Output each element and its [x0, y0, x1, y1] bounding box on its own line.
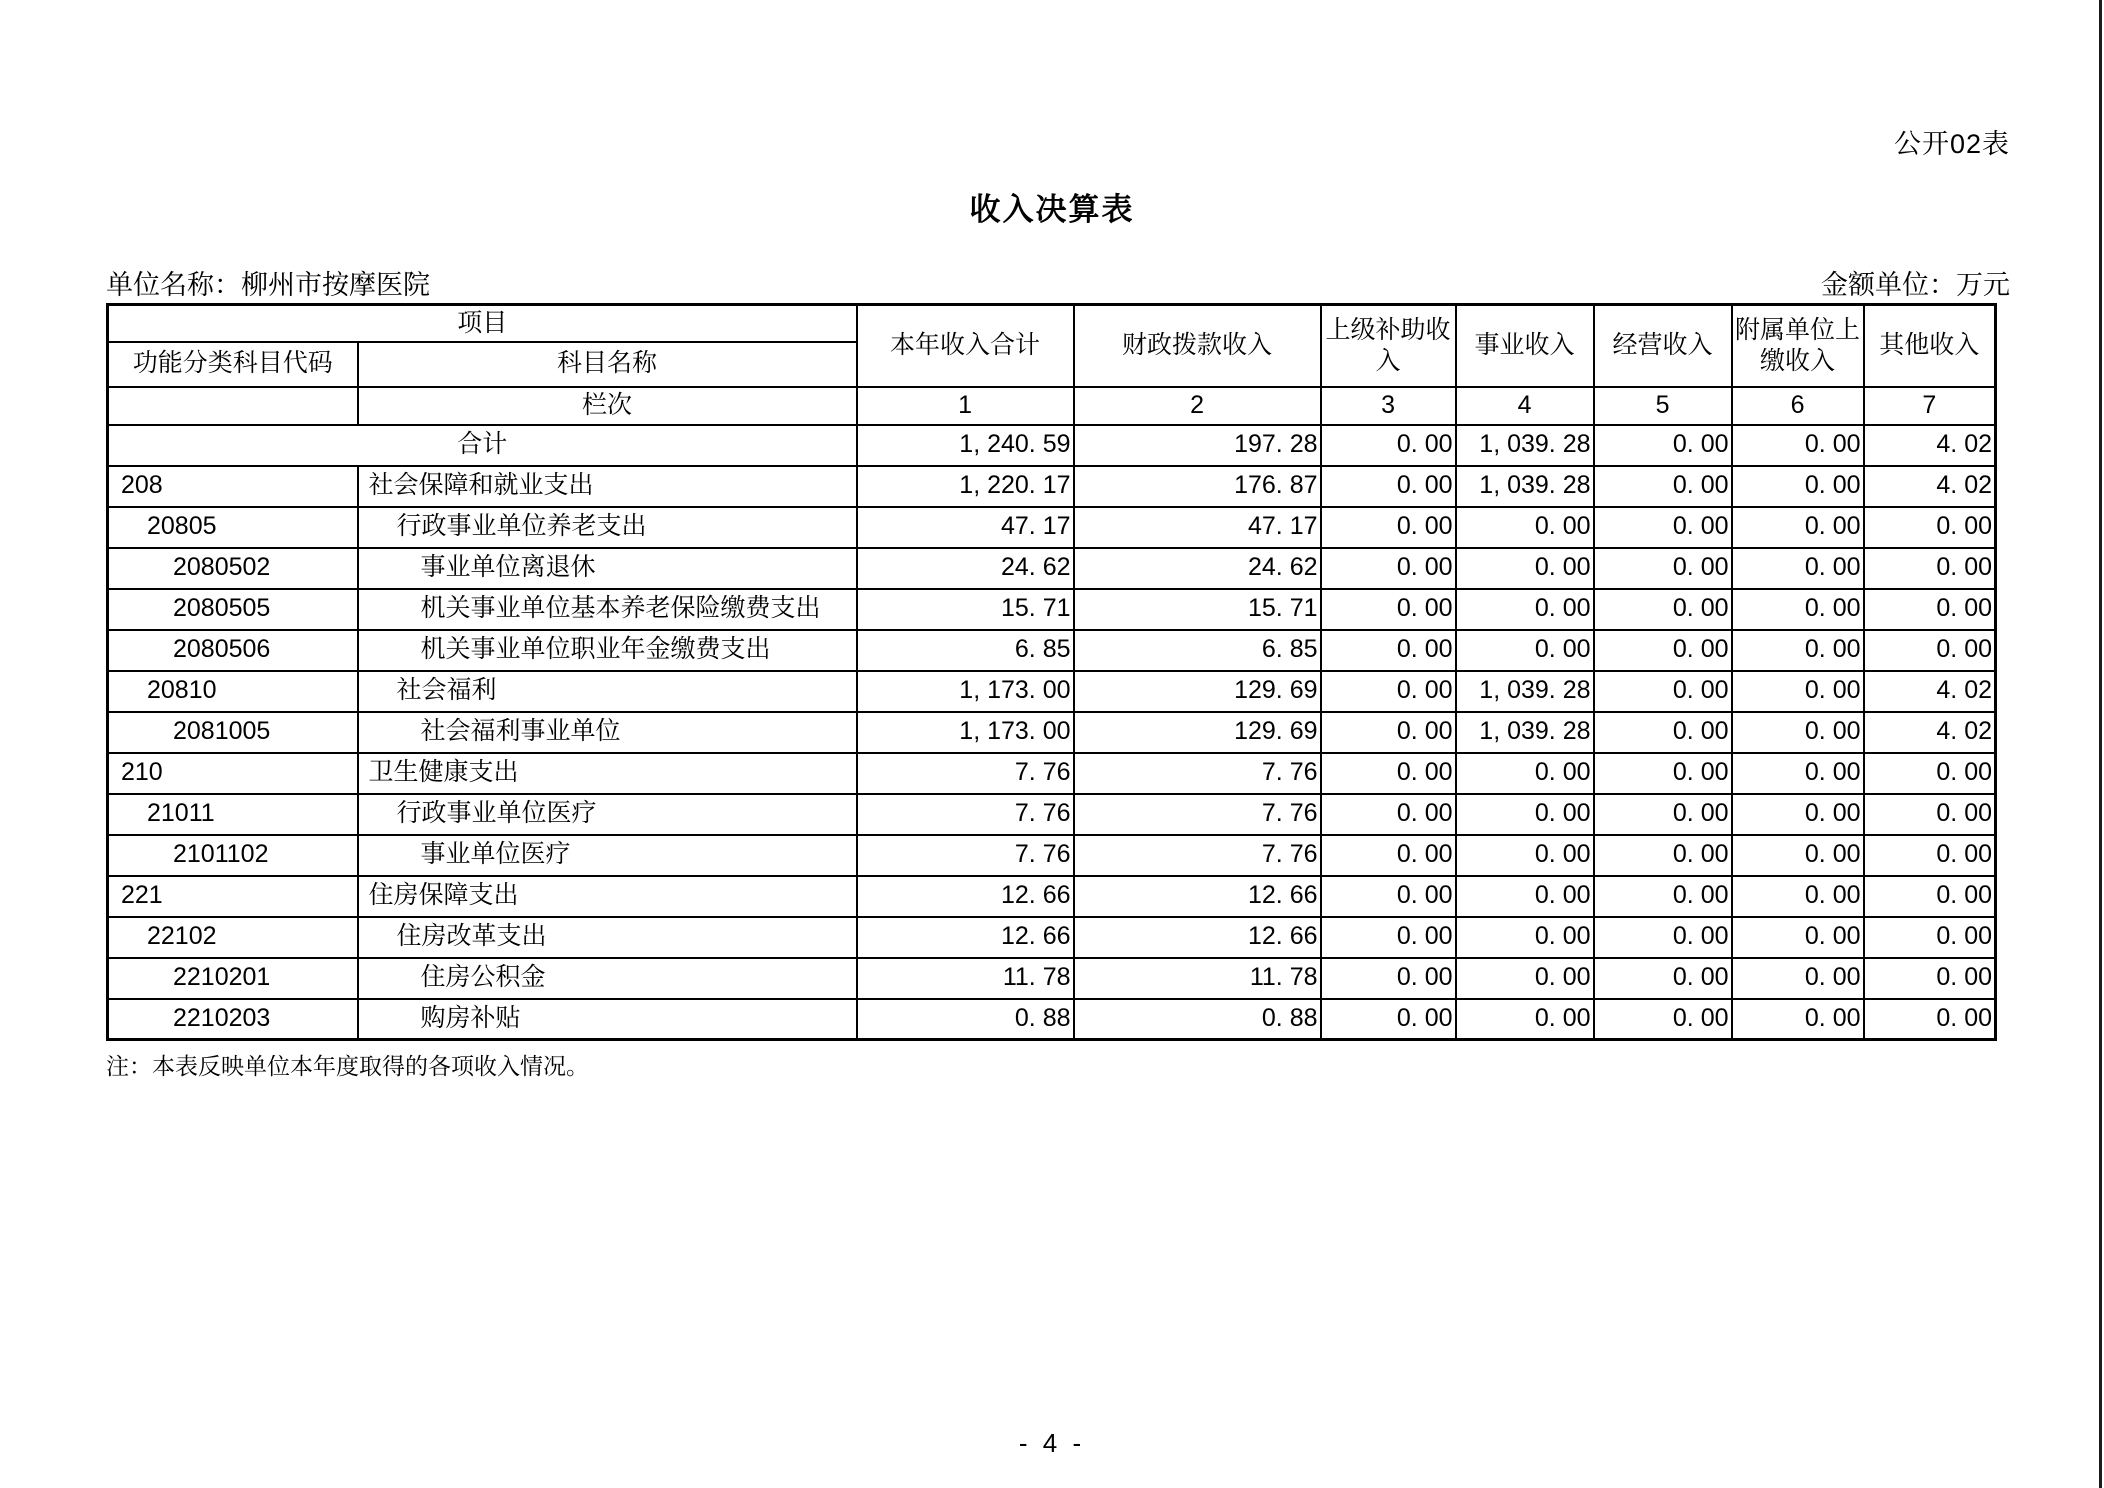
- cell-value: 12. 66: [1074, 917, 1321, 958]
- cell-total-label: 合计: [108, 425, 857, 466]
- cell-value: 0. 00: [1864, 958, 1996, 999]
- page-title: 收入决算表: [969, 192, 1135, 227]
- cell-value: 0. 00: [1321, 876, 1456, 917]
- cell-code: 21011: [108, 794, 358, 835]
- cell-value: 7. 76: [1074, 835, 1321, 876]
- cell-name: 卫生健康支出: [358, 753, 857, 794]
- cell-value: 0. 00: [1594, 712, 1732, 753]
- cell-name: 行政事业单位医疗: [358, 794, 857, 835]
- cell-value: 0. 00: [1321, 671, 1456, 712]
- cell-name: 事业单位医疗: [358, 835, 857, 876]
- cell-value: 0. 00: [1594, 999, 1732, 1040]
- header-code: 功能分类科目代码: [108, 342, 358, 387]
- cell-value: 0. 00: [1594, 507, 1732, 548]
- cell-value: 0. 00: [1456, 548, 1594, 589]
- table-row: [108, 712, 1996, 753]
- cell-value: 1, 039. 28: [1456, 671, 1594, 712]
- table-row: [108, 548, 1996, 589]
- cell-value: 1, 039. 28: [1456, 425, 1594, 466]
- cell-code: 210: [108, 753, 358, 794]
- cell-value: 11. 78: [1074, 958, 1321, 999]
- cell-value: 0. 00: [1732, 425, 1864, 466]
- header-lanci-empty: [108, 387, 358, 425]
- table-row: [108, 671, 1996, 712]
- scan-edge-line: [2099, 0, 2102, 1488]
- cell-name: 住房公积金: [358, 958, 857, 999]
- cell-value: 6. 85: [1074, 630, 1321, 671]
- cell-value: 0. 00: [1864, 753, 1996, 794]
- table-row: [108, 589, 1996, 630]
- cell-name: 社会福利: [358, 671, 857, 712]
- cell-value: 1, 039. 28: [1456, 712, 1594, 753]
- cell-value: 0. 00: [1864, 835, 1996, 876]
- cell-value: 1, 173. 00: [857, 712, 1074, 753]
- table-row: [108, 753, 1996, 794]
- cell-value: 0. 00: [1732, 794, 1864, 835]
- cell-value: 0. 00: [1594, 425, 1732, 466]
- cell-name: 住房保障支出: [358, 876, 857, 917]
- table-row: [108, 507, 1996, 548]
- cell-value: 0. 00: [1321, 999, 1456, 1040]
- cell-value: 12. 66: [857, 876, 1074, 917]
- cell-value: 6. 85: [857, 630, 1074, 671]
- cell-value: 0. 00: [1732, 630, 1864, 671]
- cell-value: 0. 00: [1732, 835, 1864, 876]
- header-col-business: 经营收入: [1594, 305, 1732, 387]
- cell-name: 机关事业单位职业年金缴费支出: [358, 630, 857, 671]
- table-row: [108, 835, 1996, 876]
- header-col-other: 其他收入: [1864, 305, 1996, 387]
- header-colnum-7: 7: [1864, 387, 1996, 425]
- header-lanci: 栏次: [358, 387, 857, 425]
- cell-value: 0. 00: [1732, 712, 1864, 753]
- header-colnum-4: 4: [1456, 387, 1594, 425]
- cell-value: 1, 220. 17: [857, 466, 1074, 507]
- cell-value: 0. 00: [1321, 917, 1456, 958]
- cell-value: 0. 00: [1594, 671, 1732, 712]
- cell-value: 0. 00: [1594, 794, 1732, 835]
- table-row: [108, 876, 1996, 917]
- table-row: [108, 958, 1996, 999]
- cell-value: 0. 00: [1864, 507, 1996, 548]
- header-project: 项目: [108, 305, 857, 342]
- cell-value: 0. 00: [1321, 425, 1456, 466]
- table-row: [108, 794, 1996, 835]
- cell-value: 7. 76: [857, 753, 1074, 794]
- cell-value: 0. 00: [1732, 876, 1864, 917]
- cell-name: 行政事业单位养老支出: [358, 507, 857, 548]
- cell-value: 7. 76: [857, 794, 1074, 835]
- cell-value: 0. 00: [1594, 589, 1732, 630]
- header-colnum-2: 2: [1074, 387, 1321, 425]
- cell-value: 0. 00: [1321, 835, 1456, 876]
- cell-value: 176. 87: [1074, 466, 1321, 507]
- cell-value: 4. 02: [1864, 466, 1996, 507]
- header-col-fiscal: 财政拨款收入: [1074, 305, 1321, 387]
- cell-value: 0. 00: [1732, 753, 1864, 794]
- cell-value: 24. 62: [857, 548, 1074, 589]
- cell-code: 221: [108, 876, 358, 917]
- header-col-affiliated: 附属单位上缴收入: [1732, 305, 1864, 387]
- cell-value: 0. 00: [1732, 507, 1864, 548]
- cell-value: 15. 71: [1074, 589, 1321, 630]
- unit-name-label: 单位名称：柳州市按摩医院: [106, 270, 430, 300]
- cell-value: 0. 00: [1864, 917, 1996, 958]
- cell-value: 0. 00: [1321, 548, 1456, 589]
- cell-code: 20810: [108, 671, 358, 712]
- cell-value: 0. 00: [1456, 917, 1594, 958]
- cell-value: 1, 173. 00: [857, 671, 1074, 712]
- cell-value: 0. 00: [1864, 794, 1996, 835]
- cell-value: 0. 00: [1732, 548, 1864, 589]
- cell-code: 20805: [108, 507, 358, 548]
- cell-code: 2080505: [108, 589, 358, 630]
- cell-value: 0. 00: [1321, 466, 1456, 507]
- cell-code: 2210203: [108, 999, 358, 1040]
- cell-value: 0. 00: [1456, 589, 1594, 630]
- table-row: [108, 425, 1996, 466]
- cell-value: 4. 02: [1864, 671, 1996, 712]
- cell-name: 住房改革支出: [358, 917, 857, 958]
- cell-name: 事业单位离退休: [358, 548, 857, 589]
- cell-value: 0. 88: [1074, 999, 1321, 1040]
- header-col-operational: 事业收入: [1456, 305, 1594, 387]
- cell-value: 47. 17: [857, 507, 1074, 548]
- cell-code: 22102: [108, 917, 358, 958]
- cell-value: 0. 00: [1732, 589, 1864, 630]
- cell-value: 0. 00: [1594, 548, 1732, 589]
- cell-value: 7. 76: [1074, 794, 1321, 835]
- cell-value: 0. 00: [1321, 794, 1456, 835]
- header-colnum-1: 1: [857, 387, 1074, 425]
- cell-value: 0. 00: [1864, 589, 1996, 630]
- cell-value: 0. 00: [1321, 630, 1456, 671]
- cell-value: 0. 00: [1456, 835, 1594, 876]
- cell-value: 0. 00: [1864, 630, 1996, 671]
- table-row: [108, 466, 1996, 507]
- cell-value: 0. 00: [1456, 876, 1594, 917]
- cell-value: 0. 00: [1456, 630, 1594, 671]
- cell-code: 2081005: [108, 712, 358, 753]
- cell-value: 0. 00: [1321, 958, 1456, 999]
- cell-value: 0. 00: [1594, 753, 1732, 794]
- cell-value: 0. 00: [1594, 876, 1732, 917]
- cell-code: 208: [108, 466, 358, 507]
- cell-value: 0. 00: [1456, 958, 1594, 999]
- cell-value: 0. 00: [1732, 671, 1864, 712]
- cell-value: 0. 00: [1594, 466, 1732, 507]
- income-statement-table: [106, 303, 1997, 1041]
- cell-code: 2101102: [108, 835, 358, 876]
- cell-value: 47. 17: [1074, 507, 1321, 548]
- cell-value: 0. 00: [1732, 466, 1864, 507]
- cell-value: 1, 039. 28: [1456, 466, 1594, 507]
- cell-name: 购房补贴: [358, 999, 857, 1040]
- cell-value: 0. 00: [1732, 999, 1864, 1040]
- cell-value: 0. 00: [1864, 876, 1996, 917]
- cell-value: 0. 00: [1456, 753, 1594, 794]
- cell-value: 129. 69: [1074, 712, 1321, 753]
- cell-value: 0. 00: [1321, 507, 1456, 548]
- table-body: [108, 425, 1996, 1040]
- cell-code: 2080502: [108, 548, 358, 589]
- cell-value: 0. 00: [1864, 999, 1996, 1040]
- cell-value: 4. 02: [1864, 712, 1996, 753]
- cell-value: 197. 28: [1074, 425, 1321, 466]
- table-row: [108, 917, 1996, 958]
- cell-code: 2210201: [108, 958, 358, 999]
- cell-value: 7. 76: [857, 835, 1074, 876]
- page-number: - 4 -: [1018, 1428, 1086, 1458]
- cell-value: 0. 00: [1321, 753, 1456, 794]
- header-col-superior-subsidy: 上级补助收入: [1321, 305, 1456, 387]
- header-name: 科目名称: [358, 342, 857, 387]
- cell-value: 0. 00: [1456, 794, 1594, 835]
- cell-name: 机关事业单位基本养老保险缴费支出: [358, 589, 857, 630]
- cell-value: 12. 66: [1074, 876, 1321, 917]
- cell-value: 0. 00: [1594, 958, 1732, 999]
- footnote: 注：本表反映单位本年度取得的各项收入情况。: [106, 1053, 589, 1079]
- cell-value: 24. 62: [1074, 548, 1321, 589]
- cell-value: 0. 00: [1594, 917, 1732, 958]
- cell-name: 社会保障和就业支出: [358, 466, 857, 507]
- cell-value: 12. 66: [857, 917, 1074, 958]
- table-row: [108, 630, 1996, 671]
- cell-value: 15. 71: [857, 589, 1074, 630]
- cell-value: 0. 00: [1864, 548, 1996, 589]
- form-number-label: 公开02表: [1893, 129, 2010, 159]
- cell-name: 社会福利事业单位: [358, 712, 857, 753]
- cell-value: 0. 00: [1732, 958, 1864, 999]
- cell-value: 0. 00: [1732, 917, 1864, 958]
- header-colnum-3: 3: [1321, 387, 1456, 425]
- cell-value: 0. 00: [1594, 630, 1732, 671]
- cell-code: 2080506: [108, 630, 358, 671]
- cell-value: 4. 02: [1864, 425, 1996, 466]
- cell-value: 0. 00: [1456, 999, 1594, 1040]
- cell-value: 0. 00: [1456, 507, 1594, 548]
- amount-unit-label: 金额单位：万元: [1821, 270, 2010, 300]
- cell-value: 0. 00: [1594, 835, 1732, 876]
- header-col-total: 本年收入合计: [857, 305, 1074, 387]
- cell-value: 7. 76: [1074, 753, 1321, 794]
- header-colnum-6: 6: [1732, 387, 1864, 425]
- cell-value: 0. 00: [1321, 589, 1456, 630]
- cell-value: 0. 88: [857, 999, 1074, 1040]
- cell-value: 129. 69: [1074, 671, 1321, 712]
- header-colnum-5: 5: [1594, 387, 1732, 425]
- cell-value: 0. 00: [1321, 712, 1456, 753]
- table-row: [108, 999, 1996, 1040]
- cell-value: 11. 78: [857, 958, 1074, 999]
- cell-value: 1, 240. 59: [857, 425, 1074, 466]
